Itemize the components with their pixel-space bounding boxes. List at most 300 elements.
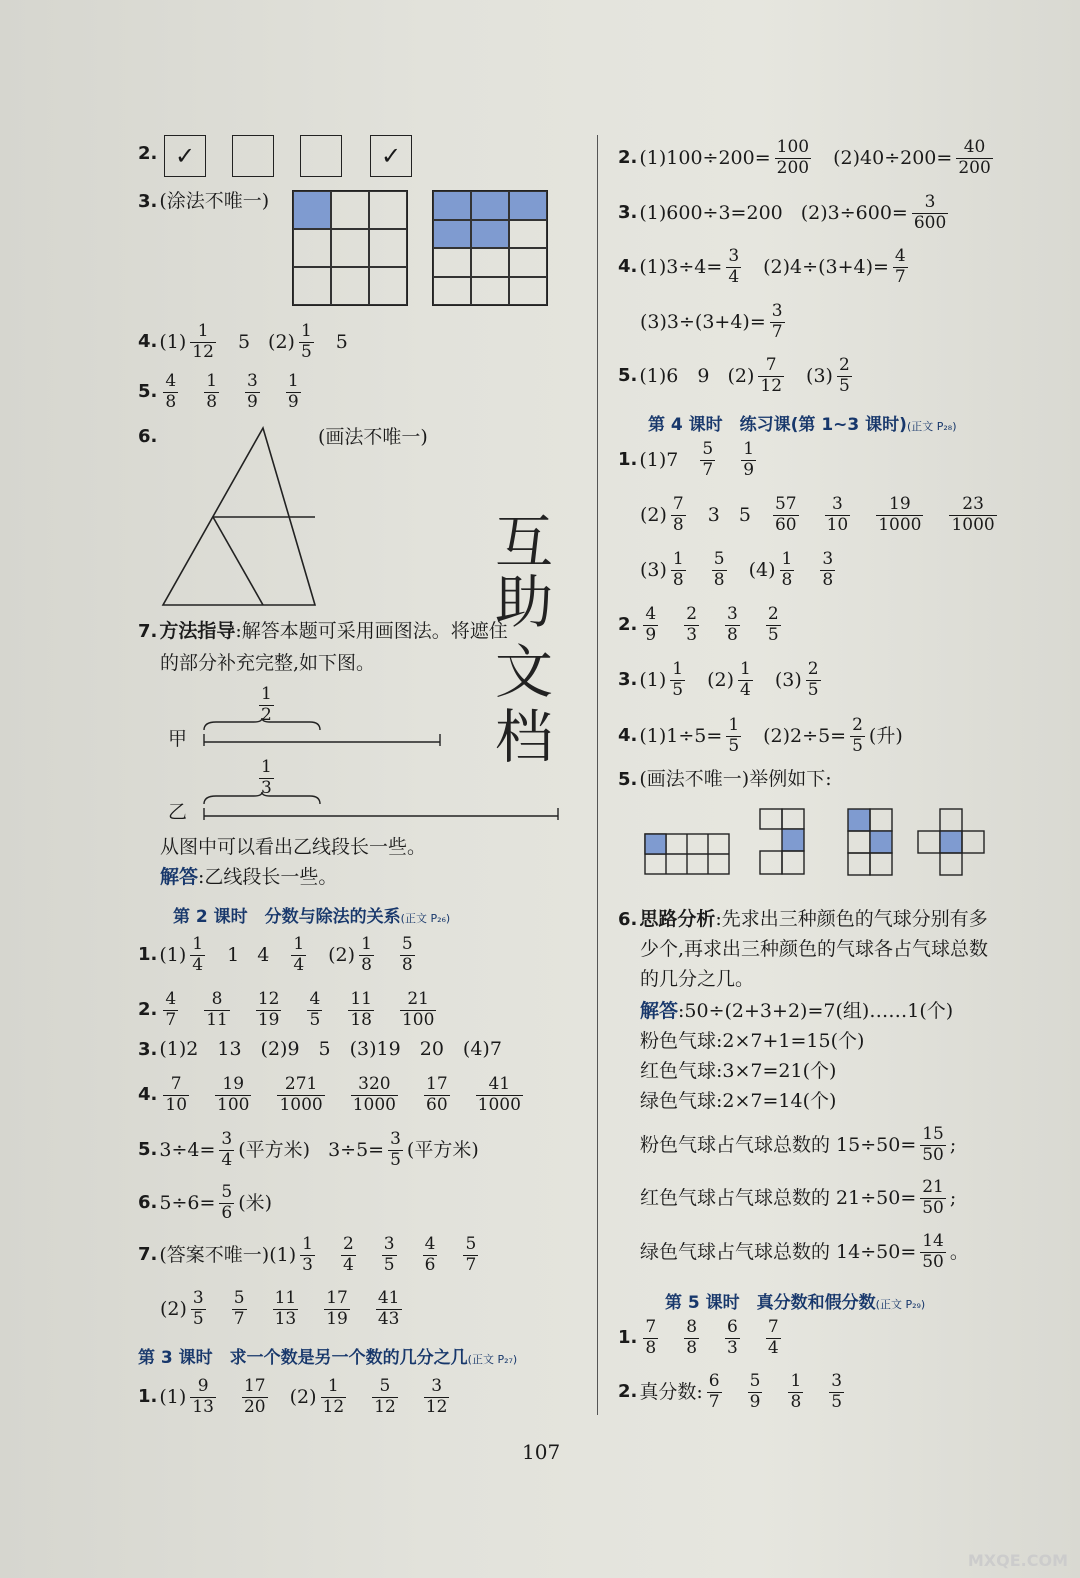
numerator: 5 bbox=[401, 934, 413, 954]
text-run: 红色气球占气球总数的 21÷50= bbox=[640, 1186, 917, 1209]
fraction bbox=[725, 605, 740, 645]
text-run: ; bbox=[949, 1133, 957, 1156]
numerator: 8 bbox=[211, 989, 223, 1009]
denominator: 10 bbox=[165, 1094, 188, 1115]
numerator: 4 bbox=[894, 246, 906, 266]
fraction bbox=[671, 550, 686, 590]
text-run: 解答 bbox=[160, 866, 199, 888]
s1-line2 bbox=[640, 495, 1001, 535]
fraction bbox=[388, 1130, 403, 1170]
text-run: (3) bbox=[806, 364, 833, 387]
text-run: 3. bbox=[138, 1038, 158, 1060]
denominator: 8 bbox=[361, 954, 372, 975]
numerator: 41 bbox=[377, 1288, 400, 1308]
text-run: 1. bbox=[138, 1386, 158, 1408]
denominator: 6 bbox=[221, 1202, 233, 1223]
check-box-4: ✓ bbox=[370, 135, 412, 177]
text-run: (4) bbox=[748, 558, 776, 581]
fraction bbox=[820, 550, 835, 590]
text-run: :乙线段长一些。 bbox=[198, 866, 338, 888]
text-run: 4. bbox=[138, 1084, 158, 1106]
denominator: 12 bbox=[192, 341, 214, 362]
text-run: 方法指导 bbox=[159, 620, 236, 642]
denominator: 4 bbox=[767, 1337, 779, 1358]
denominator: 4 bbox=[293, 954, 305, 975]
denominator: 200 bbox=[776, 157, 810, 178]
denominator: 4 bbox=[192, 954, 204, 975]
s6-pink: 粉色气球:2×7+1=15(个) bbox=[640, 1030, 865, 1052]
text-run: 3. bbox=[618, 202, 638, 224]
text-run: (1)1÷5= bbox=[639, 724, 723, 747]
fraction bbox=[748, 1372, 763, 1412]
cube-nets bbox=[640, 804, 1060, 884]
numerator: 3 bbox=[247, 371, 258, 391]
numerator: 7 bbox=[767, 1317, 779, 1337]
denominator: 8 bbox=[727, 624, 738, 645]
fraction bbox=[215, 1075, 251, 1115]
numerator: 2 bbox=[767, 604, 779, 624]
denominator: 5 bbox=[852, 735, 863, 756]
fraction bbox=[700, 440, 715, 480]
fraction bbox=[351, 1075, 398, 1115]
text-run: (2)4÷(3+4)= bbox=[763, 255, 889, 278]
text-run: (2)40÷200= bbox=[833, 146, 953, 169]
numerator: 1 bbox=[672, 659, 684, 679]
numerator: 19 bbox=[889, 494, 911, 514]
text-run: 真分数: bbox=[639, 1380, 703, 1403]
text-run: 6. bbox=[618, 908, 638, 930]
fraction bbox=[806, 660, 821, 700]
text-run: (1)3÷4= bbox=[639, 255, 723, 278]
denominator: 5 bbox=[390, 1149, 401, 1170]
denominator: 43 bbox=[377, 1308, 400, 1329]
fraction bbox=[726, 716, 741, 756]
fraction bbox=[359, 935, 374, 975]
numerator: 1 bbox=[287, 371, 299, 391]
denominator: 7 bbox=[233, 1308, 245, 1329]
numerator: 19 bbox=[222, 1074, 245, 1094]
fraction bbox=[707, 1372, 722, 1412]
fraction bbox=[277, 1075, 324, 1115]
text-run: 4. bbox=[138, 331, 158, 353]
denominator: 4 bbox=[728, 266, 740, 287]
fraction bbox=[242, 1377, 268, 1417]
text-run: 绿色气球占气球总数的 14÷50= bbox=[640, 1240, 917, 1263]
l7-line1 bbox=[138, 1235, 482, 1275]
numerator: 5 bbox=[702, 439, 714, 459]
text-run: 4. bbox=[618, 256, 638, 278]
denominator: 12 bbox=[425, 1396, 448, 1417]
s6-line2: 少个,再求出三种颜色的气球各占气球总数 bbox=[640, 938, 989, 960]
numerator: 3 bbox=[390, 1129, 401, 1149]
q5-line bbox=[138, 372, 305, 412]
q7-answer bbox=[160, 868, 337, 887]
denominator: 8 bbox=[672, 514, 684, 535]
numerator: 1 bbox=[361, 934, 372, 954]
fraction bbox=[382, 1235, 397, 1275]
text-run: 5. bbox=[618, 768, 638, 790]
denominator: 5 bbox=[838, 375, 850, 396]
text-run: (米) bbox=[238, 1191, 273, 1214]
text-run: (1) bbox=[639, 668, 667, 691]
text-run: 6. bbox=[138, 1192, 158, 1214]
grid-3x4 bbox=[432, 190, 548, 306]
fraction bbox=[773, 495, 799, 535]
fraction bbox=[232, 1289, 247, 1329]
l1-line bbox=[138, 935, 419, 975]
s4-line bbox=[618, 716, 903, 756]
yi-label: 乙 bbox=[168, 801, 188, 823]
check-box-2 bbox=[232, 135, 274, 177]
text-run: 4. bbox=[618, 725, 638, 747]
s3-line bbox=[618, 660, 825, 700]
fraction bbox=[219, 1130, 234, 1170]
fraction bbox=[348, 990, 374, 1030]
fraction bbox=[300, 1235, 315, 1275]
denominator: 1000 bbox=[878, 514, 922, 535]
numerator: 8 bbox=[686, 1317, 698, 1337]
s6-green: 绿色气球:2×7=14(个) bbox=[640, 1090, 837, 1112]
text-run: (2) bbox=[707, 668, 735, 691]
text-run: (升) bbox=[868, 724, 903, 747]
denominator: 3 bbox=[686, 624, 698, 645]
fraction bbox=[893, 247, 908, 287]
q7-line2: 的部分补充完整,如下图。 bbox=[160, 652, 376, 674]
fraction bbox=[829, 1372, 844, 1412]
numerator: 2 bbox=[686, 604, 698, 624]
fraction bbox=[758, 356, 784, 396]
stamp-char-3: 文 bbox=[495, 638, 554, 706]
numerator: 4 bbox=[165, 989, 177, 1009]
numerator: 12 bbox=[257, 989, 280, 1009]
numerator: 1 bbox=[728, 715, 740, 735]
denominator: 8 bbox=[686, 1337, 698, 1358]
denominator: 7 bbox=[702, 459, 714, 480]
denominator: 50 bbox=[922, 1197, 944, 1218]
stamp-char-1: 互 bbox=[495, 508, 554, 576]
numerator: 6 bbox=[727, 1317, 738, 1337]
denominator: 6 bbox=[424, 1254, 436, 1275]
q6-line bbox=[138, 428, 159, 446]
numerator: 271 bbox=[284, 1074, 318, 1094]
watermark-logo: MXQE.COM bbox=[967, 1551, 1068, 1570]
numerator: 5 bbox=[713, 549, 725, 569]
numerator: 1 bbox=[192, 934, 204, 954]
m1-line bbox=[138, 1377, 453, 1417]
denominator: 3 bbox=[261, 777, 272, 798]
denominator: 8 bbox=[672, 569, 684, 590]
fraction bbox=[424, 1377, 450, 1417]
fraction bbox=[766, 605, 781, 645]
denominator: 7 bbox=[894, 266, 906, 287]
fraction bbox=[825, 495, 851, 535]
denominator: 12 bbox=[374, 1396, 396, 1417]
numerator: 1 bbox=[790, 1371, 802, 1391]
text-run: (2)2÷5= bbox=[763, 724, 847, 747]
fraction bbox=[738, 660, 753, 700]
s1-line3 bbox=[640, 550, 839, 590]
text-run: 1. bbox=[618, 449, 638, 471]
s6-answer bbox=[640, 1002, 953, 1021]
numerator: 17 bbox=[426, 1074, 448, 1094]
numerator: 1 bbox=[197, 321, 209, 341]
l6-line bbox=[138, 1183, 272, 1223]
fraction bbox=[324, 1289, 350, 1329]
fraction bbox=[876, 495, 923, 535]
numerator: 3 bbox=[728, 246, 740, 266]
text-run: 2. bbox=[618, 614, 638, 636]
text-run: 3÷5= bbox=[328, 1138, 385, 1161]
fraction bbox=[204, 372, 219, 412]
fraction bbox=[850, 716, 865, 756]
numerator: 5 bbox=[749, 1371, 761, 1391]
denominator: 5 bbox=[192, 1308, 204, 1329]
r3-line bbox=[618, 193, 952, 233]
text-run: :先求出三种颜色的气球分别有多 bbox=[715, 908, 988, 930]
numerator: 4 bbox=[165, 371, 177, 391]
stamp-char-4: 档 bbox=[495, 703, 554, 771]
denominator: 19 bbox=[257, 1009, 280, 1030]
numerator: 5 bbox=[379, 1376, 391, 1396]
t1-line bbox=[618, 1318, 785, 1358]
text-run: 7. bbox=[138, 620, 158, 642]
text-run: 6. bbox=[138, 426, 158, 447]
numerator: 4 bbox=[309, 989, 321, 1009]
denominator: 8 bbox=[822, 569, 834, 590]
numerator: 57 bbox=[774, 494, 797, 514]
fraction bbox=[423, 1235, 438, 1275]
fraction bbox=[780, 550, 795, 590]
text-run: (3) bbox=[640, 558, 667, 581]
text-run: 5. bbox=[138, 1139, 158, 1161]
denominator: 1000 bbox=[352, 1094, 396, 1115]
denominator: 5 bbox=[728, 735, 740, 756]
t2-line bbox=[618, 1372, 848, 1412]
numerator: 5 bbox=[465, 1234, 477, 1254]
numerator: 6 bbox=[708, 1371, 720, 1391]
denominator: 4 bbox=[740, 679, 751, 700]
fraction bbox=[256, 990, 282, 1030]
text-run: (2) bbox=[328, 943, 356, 966]
numerator: 7 bbox=[765, 355, 777, 375]
text-run: 5. bbox=[138, 381, 158, 403]
heading-lesson-4: 第 4 课时 练习课(第 1~3 课时)(正文 P₂₈) bbox=[648, 415, 957, 435]
text-run: (1)7 bbox=[639, 448, 679, 471]
text-run: (1)600÷3=200 bbox=[639, 201, 783, 224]
fraction bbox=[163, 990, 178, 1030]
triangle-figure bbox=[160, 425, 320, 610]
fraction bbox=[741, 440, 756, 480]
q2-line bbox=[138, 145, 159, 163]
denominator: 60 bbox=[426, 1094, 448, 1115]
text-run: (涂法不唯一) bbox=[159, 190, 270, 212]
fraction bbox=[291, 935, 306, 975]
fraction bbox=[643, 1318, 658, 1358]
text-run: (答案不唯一)(1) bbox=[159, 1243, 297, 1266]
text-run: (2) bbox=[727, 364, 755, 387]
numerator: 41 bbox=[488, 1074, 511, 1094]
text-run: 2. bbox=[138, 143, 158, 164]
grid-3x3 bbox=[292, 190, 408, 306]
text-run: 解答 bbox=[640, 1000, 679, 1022]
text-run: 5÷6= bbox=[159, 1191, 216, 1214]
segment-yi bbox=[198, 792, 578, 822]
s6-red: 红色气球:3×7=21(个) bbox=[640, 1060, 837, 1082]
fraction bbox=[372, 1377, 398, 1417]
fraction bbox=[400, 990, 436, 1030]
denominator: 7 bbox=[165, 1009, 177, 1030]
s6-pink-fraction bbox=[640, 1125, 956, 1165]
numerator: 2 bbox=[838, 355, 850, 375]
column-divider bbox=[597, 135, 598, 1415]
numerator: 4 bbox=[424, 1234, 436, 1254]
fraction bbox=[163, 1075, 189, 1115]
s2-line bbox=[618, 605, 785, 645]
jia-label: 甲 bbox=[168, 728, 188, 750]
denominator: 8 bbox=[645, 1337, 657, 1358]
denominator: 10 bbox=[826, 514, 849, 535]
numerator: 1 bbox=[206, 371, 218, 391]
fraction bbox=[376, 1289, 402, 1329]
fraction bbox=[920, 1125, 946, 1165]
numerator: 40 bbox=[963, 137, 986, 157]
fraction bbox=[949, 495, 996, 535]
l3-line bbox=[138, 1040, 502, 1059]
denominator: 8 bbox=[401, 954, 413, 975]
check-box-3 bbox=[300, 135, 342, 177]
l7-line2 bbox=[160, 1289, 406, 1329]
numerator: 3 bbox=[924, 192, 936, 212]
text-run: (3) bbox=[774, 668, 802, 691]
numerator: 17 bbox=[326, 1288, 348, 1308]
denominator: 5 bbox=[300, 341, 312, 362]
fraction bbox=[204, 990, 230, 1030]
heading-lesson-5: 第 5 课时 真分数和假分数(正文 P₂₉) bbox=[665, 1293, 926, 1313]
denominator: 4 bbox=[342, 1254, 354, 1275]
denominator: 8 bbox=[713, 569, 725, 590]
numerator: 1 bbox=[327, 1376, 339, 1396]
fraction bbox=[424, 1075, 450, 1115]
heading-lesson-2: 第 2 课时 分数与除法的关系(正文 P₂₆) bbox=[173, 907, 451, 927]
fraction bbox=[725, 1318, 740, 1358]
numerator: 1 bbox=[743, 439, 755, 459]
denominator: 9 bbox=[645, 624, 657, 645]
fraction bbox=[956, 138, 992, 178]
text-run: 2. bbox=[618, 147, 638, 169]
denominator: 200 bbox=[958, 157, 991, 178]
numerator: 5 bbox=[221, 1182, 233, 1202]
text-run: (2) bbox=[160, 1297, 187, 1320]
text-run: :50÷(2+3+2)=7(组)……1(个) bbox=[678, 1000, 954, 1022]
fraction bbox=[476, 1075, 523, 1115]
numerator: 15 bbox=[922, 1124, 944, 1144]
numerator: 1 bbox=[672, 549, 684, 569]
numerator: 2 bbox=[852, 715, 863, 735]
fraction bbox=[341, 1235, 356, 1275]
numerator: 1 bbox=[261, 684, 272, 704]
fraction bbox=[190, 1377, 216, 1417]
fraction bbox=[775, 138, 811, 178]
fraction bbox=[191, 1289, 206, 1329]
numerator: 7 bbox=[170, 1074, 182, 1094]
numerator: 2 bbox=[807, 659, 819, 679]
fraction bbox=[770, 302, 785, 342]
denominator: 1000 bbox=[951, 514, 995, 535]
fraction bbox=[643, 605, 658, 645]
s6-red-fraction bbox=[640, 1178, 956, 1218]
numerator: 9 bbox=[197, 1376, 209, 1396]
text-run: ; bbox=[949, 1186, 957, 1209]
r4-line1 bbox=[618, 247, 912, 287]
denominator: 12 bbox=[322, 1396, 345, 1417]
numerator: 17 bbox=[243, 1376, 266, 1396]
text-run: 1. bbox=[138, 944, 158, 966]
text-run: 3. bbox=[138, 190, 158, 212]
numerator: 1 bbox=[261, 757, 272, 777]
fraction bbox=[400, 935, 415, 975]
numerator: 2 bbox=[342, 1234, 354, 1254]
numerator: 3 bbox=[431, 1376, 443, 1396]
fraction bbox=[219, 1183, 234, 1223]
numerator: 21 bbox=[922, 1177, 944, 1197]
stamp-char-2: 助 bbox=[495, 568, 554, 636]
denominator: 1000 bbox=[477, 1094, 521, 1115]
text-run: 思路分析 bbox=[639, 908, 716, 930]
text-run: (2) bbox=[640, 503, 667, 526]
numerator: 1 bbox=[300, 321, 312, 341]
denominator: 12 bbox=[760, 375, 783, 396]
q4-line bbox=[138, 322, 348, 362]
denominator: 4 bbox=[221, 1149, 233, 1170]
text-run: 5. bbox=[618, 365, 638, 387]
denominator: 5 bbox=[309, 1009, 321, 1030]
s6-green-fraction bbox=[640, 1232, 969, 1272]
text-run: 2. bbox=[138, 999, 158, 1021]
text-run: (画法不唯一)举例如下: bbox=[639, 768, 832, 790]
denominator: 7 bbox=[465, 1254, 477, 1275]
denominator: 5 bbox=[383, 1254, 395, 1275]
l5-line bbox=[138, 1130, 479, 1170]
l4-line bbox=[138, 1075, 527, 1115]
numerator: 1 bbox=[302, 1234, 313, 1254]
denominator: 60 bbox=[774, 514, 797, 535]
fraction bbox=[163, 372, 178, 412]
text-run: (1) bbox=[159, 943, 187, 966]
fraction bbox=[299, 322, 314, 362]
numerator: 1 bbox=[293, 934, 305, 954]
denominator: 600 bbox=[913, 212, 947, 233]
numerator: 1 bbox=[781, 549, 793, 569]
denominator: 18 bbox=[350, 1009, 372, 1030]
heading-lesson-3: 第 3 课时 求一个数是另一个数的几分之几(正文 P₂₇) bbox=[138, 1348, 518, 1368]
text-run: 。 bbox=[949, 1240, 969, 1263]
denominator: 8 bbox=[790, 1391, 802, 1412]
segment-jia bbox=[198, 718, 448, 748]
q7-line1 bbox=[138, 622, 508, 641]
text-run: 1. bbox=[618, 1327, 638, 1349]
denominator: 3 bbox=[302, 1254, 313, 1275]
denominator: 5 bbox=[807, 679, 819, 700]
text-run: (平方米) bbox=[238, 1138, 311, 1161]
q7-conclusion: 从图中可以看出乙线段长一些。 bbox=[160, 836, 427, 858]
denominator: 50 bbox=[922, 1144, 944, 1165]
fraction bbox=[670, 660, 685, 700]
fraction bbox=[245, 372, 260, 412]
fraction bbox=[837, 356, 852, 396]
s6-line1 bbox=[618, 910, 988, 929]
numerator: 11 bbox=[350, 989, 372, 1009]
fraction bbox=[920, 1178, 946, 1218]
